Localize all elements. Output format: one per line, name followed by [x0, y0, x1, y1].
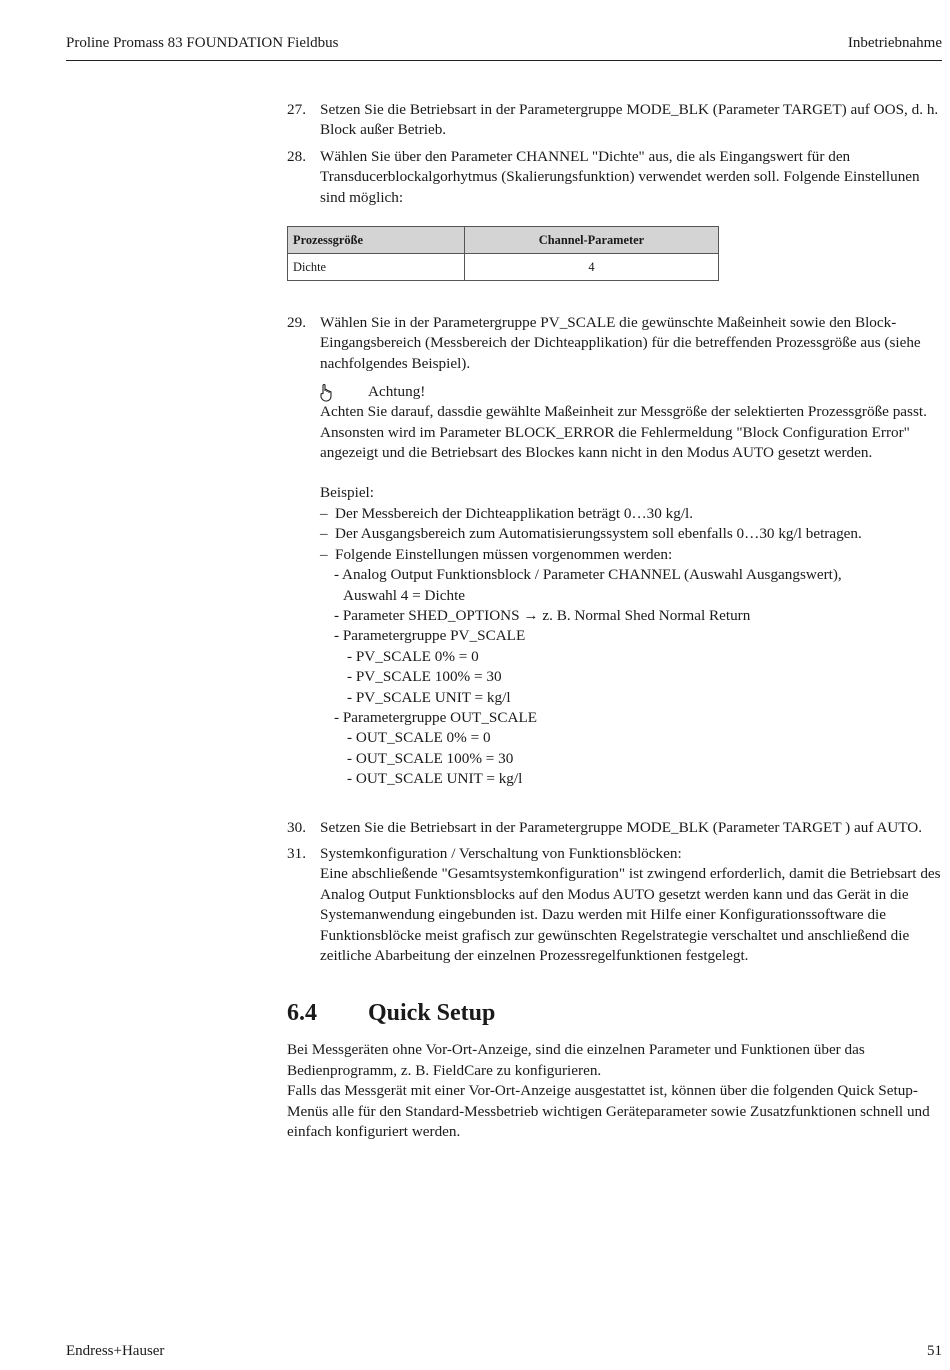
process-channel-table [287, 226, 719, 281]
step-28 [287, 147, 942, 208]
list-item: - PV_SCALE 100% = 30 [347, 668, 502, 686]
step-number: 30. [287, 818, 306, 836]
step-number: 31. [287, 844, 306, 862]
step-text: Setzen Sie die Betriebsart in der Parametergruppe MODE_BLK (Parameter TARGET) auf OOS, d. h. Block außer Betrieb. [320, 101, 939, 139]
list-item: - Parametergruppe PV_SCALE [334, 627, 526, 645]
step-number: 28. [287, 147, 306, 165]
list-item [320, 565, 942, 606]
example-list [287, 504, 942, 790]
header-divider [66, 60, 942, 61]
footer-company: Endress+Hauser [66, 1343, 165, 1359]
list-item-text: Auswahl 4 = Dichte [343, 586, 466, 604]
table-cell-process: Dichte [288, 254, 465, 281]
pointing-hand-icon [320, 384, 334, 402]
step-27 [287, 100, 942, 141]
step-number: 27. [287, 101, 306, 118]
list-item: - PV_SCALE UNIT = kg/l [347, 688, 511, 706]
table-header-process: Prozessgröße [288, 227, 465, 254]
list-item [320, 524, 942, 544]
table-header-channel: Channel-Parameter [464, 227, 718, 254]
list-item: - PV_SCALE 0% = 0 [347, 647, 479, 665]
example-title: Beispiel: [320, 484, 374, 502]
section-paragraph: Bei Messgeräten ohne Vor-Ort-Anzeige, sind die einzelnen Parameter und Funktionen über das Bedienprogramm, z. B. FieldCare zu konfigurieren. [287, 1041, 865, 1079]
step-text: Setzen Sie die Betriebsart in der Parametergruppe MODE_BLK (Parameter TARGET ) auf AUTO. [320, 818, 923, 836]
main-content [287, 100, 942, 1142]
list-item-text: - Analog Output Funktionsblock / Parameter CHANNEL (Auswahl Ausgangswert), [334, 566, 842, 584]
list-item [320, 545, 942, 565]
table-cell-channel: 4 [464, 254, 718, 281]
page-header [66, 33, 942, 57]
list-item: - Parameter SHED_OPTIONS → z. B. Normal Shed Normal Return [334, 606, 751, 624]
step-text: Wählen Sie über den Parameter CHANNEL "Dichte" aus, die als Eingangswert für den Transducerblockalgorhytmus (Skalierungsfunktion) verwendet werden soll. Folgende Einstellunen sind möglich: [320, 147, 920, 206]
list-item-text: Folgende Einstellungen müssen vorgenommen werden: [335, 545, 673, 563]
table-header-row [288, 227, 719, 254]
caution-heading [320, 382, 942, 402]
step-title: Systemkonfiguration / Verschaltung von Funktionsblöcken: [320, 844, 682, 862]
list-item: - Parametergruppe OUT_SCALE [334, 708, 538, 726]
list-item: - OUT_SCALE UNIT = kg/l [347, 770, 523, 788]
page-number: 51 [927, 1343, 942, 1359]
page-footer [66, 1341, 942, 1365]
list-item: - OUT_SCALE 100% = 30 [347, 749, 514, 767]
step-31 [287, 844, 942, 966]
section-number: 6.4 [287, 1000, 317, 1027]
step-text: Eine abschließende "Gesamtsystemkonfiguration" ist zwingend erforderlich, damit die Betriebsart des Analog Output Funktionsblocks auf den Modus AUTO gesetzt werden kann und das Gerät in die Systemanwendung eingebunden ist. Dazu werden mit Hilfe einer Konfigurationssoftware die Funktionsblöcke meist grafisch zur gewünschten Regelstrategie verschaltet und anschließend die zeitliche Abarbeitung der einzelnen Prozessregelfunktionen festgelegt. [320, 865, 941, 964]
step-text: Wählen Sie in der Parametergruppe PV_SCALE die gewünschte Maßeinheit sowie den Block-Eingangsbereich (Messbereich der Dichteapplikation) für die betreffenden Prozessgröße aus (siehe nachfolgendes Beispiel). [320, 314, 921, 372]
section-paragraph: Falls das Messgerät mit einer Vor-Ort-Anzeige ausgestattet ist, können über die folgenden Quick Setup-Menüs alle für den Standard-Messbetrieb wichtigen Geräteparameter sowie Zusatzfunktionen schnell und einfach konfiguriert werden. [287, 1082, 930, 1141]
list-item-text: Der Ausgangsbereich zum Automatisierungssystem soll ebenfalls 0…30 kg/l betragen. [335, 525, 862, 543]
list-item: - OUT_SCALE 0% = 0 [347, 729, 491, 747]
list-item-text: Der Messbereich der Dichteapplikation beträgt 0…30 kg/l. [335, 504, 694, 522]
caution-label: Achtung! [368, 383, 426, 401]
section-title: Quick Setup [368, 1000, 496, 1027]
table-row [288, 254, 719, 281]
section-heading [287, 998, 942, 1028]
caution-text: Achten Sie darauf, dassdie gewählte Maßeinheit zur Messgröße der selektierten Prozessgröße passt. Ansonsten wird im Parameter BLOCK_ERROR die Fehlermeldung "Block Configuration Error" angezeigt und die Betriebsart des Blockes kann nicht in den Modus AUTO gesetzt werden. [320, 403, 927, 462]
step-number: 29. [287, 314, 306, 332]
header-document-title: Proline Promass 83 FOUNDATION Fieldbus [66, 35, 339, 51]
step-30 [287, 818, 942, 838]
step-29 [287, 313, 942, 790]
header-section-name: Inbetriebnahme [847, 35, 942, 51]
list-item [320, 504, 942, 524]
